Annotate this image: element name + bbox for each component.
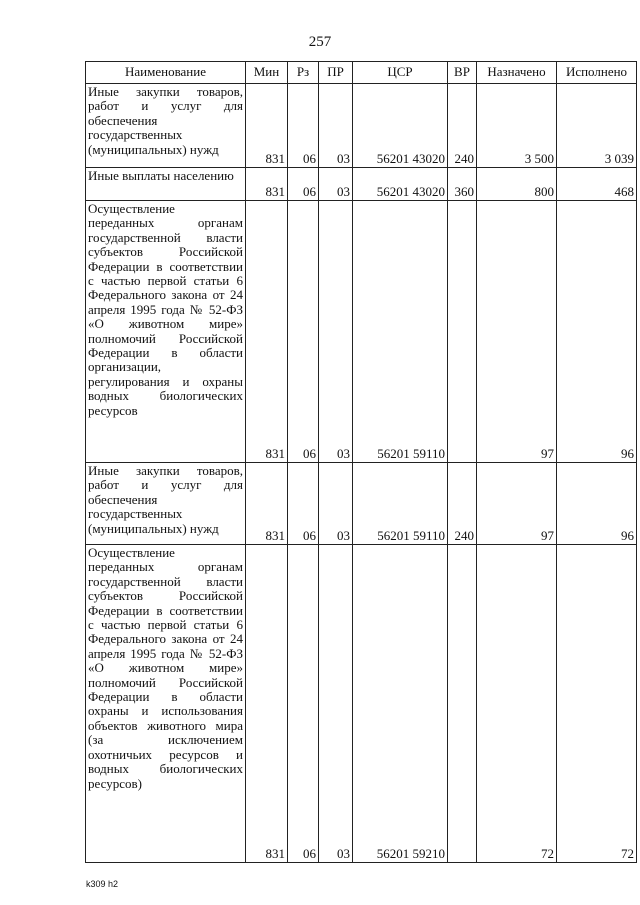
cell-rz: 06: [288, 545, 319, 863]
cell-min: 831: [246, 168, 288, 201]
cell-vr: 240: [448, 463, 477, 545]
cell-csr: 56201 59110: [353, 201, 448, 463]
cell-csr: 56201 43020: [353, 84, 448, 168]
cell-rz: 06: [288, 84, 319, 168]
header-csr: ЦСР: [353, 62, 448, 84]
header-assigned: Назначено: [477, 62, 557, 84]
table-header-row: [86, 62, 637, 84]
cell-min: 831: [246, 201, 288, 463]
cell-min: 831: [246, 463, 288, 545]
cell-pr: 03: [319, 168, 353, 201]
cell-vr: 360: [448, 168, 477, 201]
cell-name: Иные выплаты населению: [86, 168, 246, 201]
cell-rz: 06: [288, 463, 319, 545]
cell-executed: 468: [557, 168, 637, 201]
header-rz: Рз: [288, 62, 319, 84]
cell-assigned: 800: [477, 168, 557, 201]
cell-assigned: 97: [477, 201, 557, 463]
table-row: [86, 168, 637, 201]
cell-executed: 96: [557, 463, 637, 545]
cell-vr: [448, 545, 477, 863]
header-min: Мин: [246, 62, 288, 84]
cell-name: Иные закупки товаров, работ и услуг для обеспечения государственных (муниципальных) нужд: [86, 463, 246, 545]
cell-pr: 03: [319, 84, 353, 168]
cell-csr: 56201 43020: [353, 168, 448, 201]
header-vr: ВР: [448, 62, 477, 84]
cell-pr: 03: [319, 201, 353, 463]
footer-code: k309 h2: [86, 879, 119, 889]
cell-executed: 96: [557, 201, 637, 463]
cell-name: Осуществление переданных органам государственной власти субъектов Российской Федерации в соответствии с частью первой статьи 6 Федерального закона от 24 апреля 1995 года № 52-ФЗ «О животном мире» полномочий Российской Федерации в области охраны и использования объектов животного мира (за исключением охотничьих ресурсов и водных биологических ресурсов): [86, 545, 246, 863]
cell-rz: 06: [288, 168, 319, 201]
table-row: [86, 545, 637, 863]
budget-table: [85, 61, 637, 863]
cell-assigned: 3 500: [477, 84, 557, 168]
header-pr: ПР: [319, 62, 353, 84]
cell-pr: 03: [319, 545, 353, 863]
cell-executed: 72: [557, 545, 637, 863]
table-row: [86, 463, 637, 545]
table-row: [86, 84, 637, 168]
header-executed: Исполнено: [557, 62, 637, 84]
cell-vr: 240: [448, 84, 477, 168]
table-row: [86, 201, 637, 463]
cell-min: 831: [246, 545, 288, 863]
cell-csr: 56201 59110: [353, 463, 448, 545]
cell-rz: 06: [288, 201, 319, 463]
cell-assigned: 72: [477, 545, 557, 863]
cell-vr: [448, 201, 477, 463]
cell-name: Иные закупки товаров, работ и услуг для обеспечения государственных (муниципальных) нужд: [86, 84, 246, 168]
page-number: 257: [308, 34, 332, 50]
cell-pr: 03: [319, 463, 353, 545]
cell-csr: 56201 59210: [353, 545, 448, 863]
cell-executed: 3 039: [557, 84, 637, 168]
cell-assigned: 97: [477, 463, 557, 545]
cell-min: 831: [246, 84, 288, 168]
header-name: Наименование: [86, 62, 246, 84]
cell-name: Осуществление переданных органам государственной власти субъектов Российской Федерации в соответствии с частью первой статьи 6 Федерального закона от 24 апреля 1995 года № 52-ФЗ «О животном мире» полномочий Российской Федерации в области организации, регулирования и охраны водных биологических ресурсов: [86, 201, 246, 463]
